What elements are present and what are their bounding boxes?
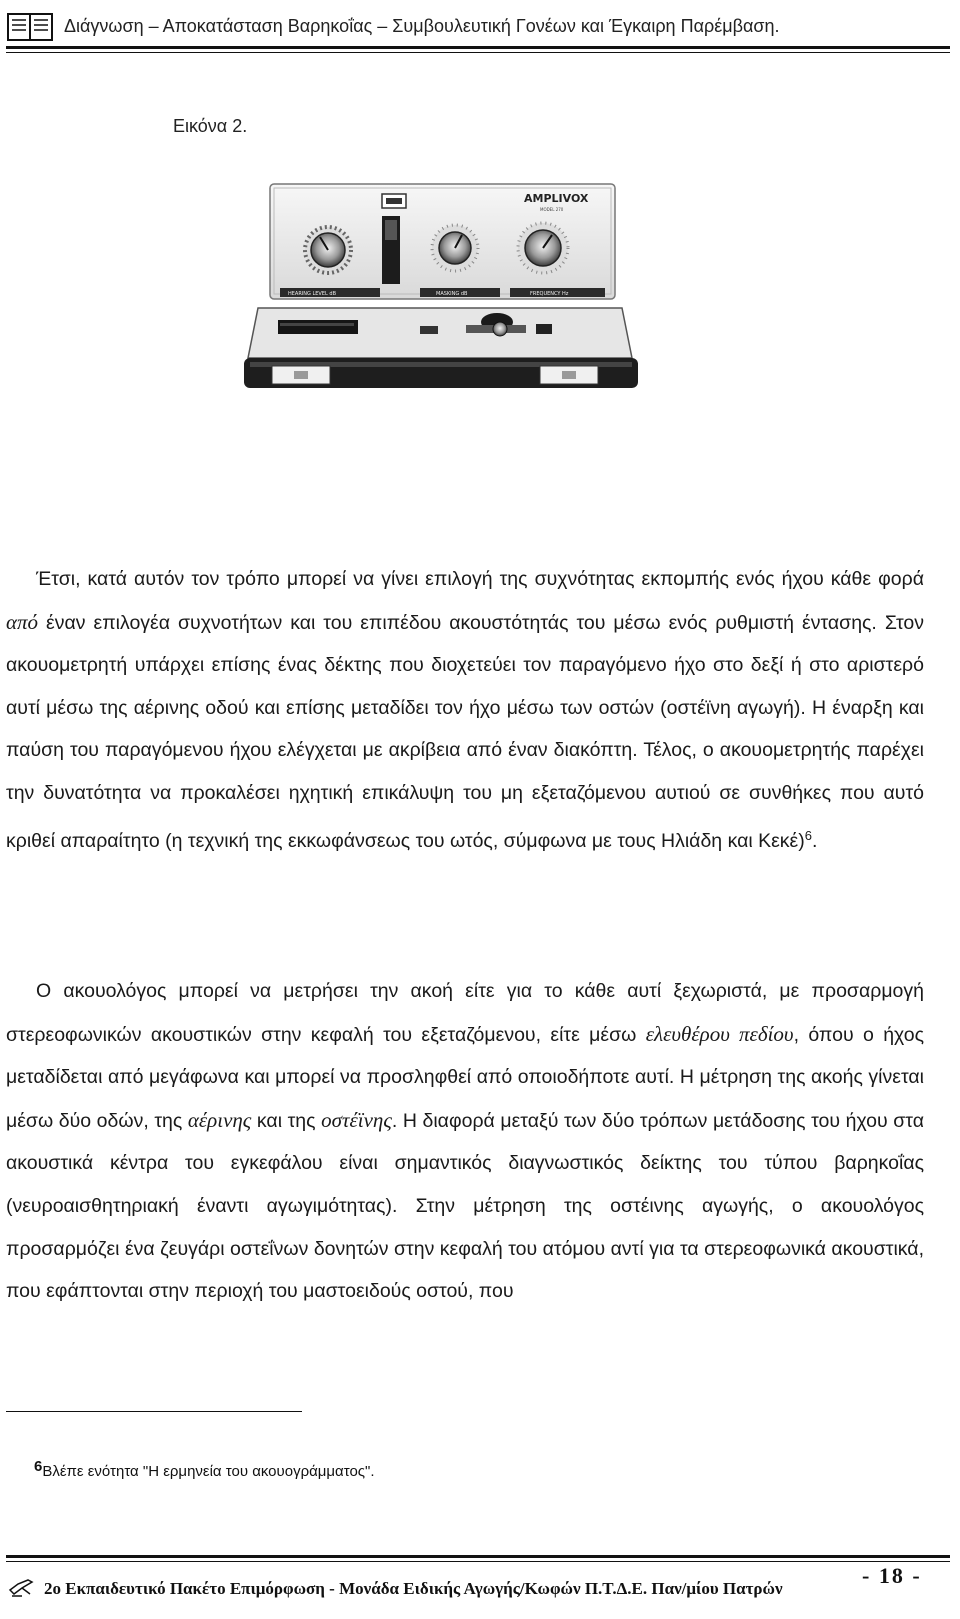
header-rule-thin [6,52,950,53]
p2-text-2: , όπου ο ήχος μεταδίδεται από μεγάφωνα και μπορεί να προσληφθεί από οποιοδήποτε αυτί. Η μέτρηση της ακοής γίνεται μέσω δύο οδών, της [6,1023,924,1132]
paragraph-2 [6,970,924,1313]
audiometer-photo [240,180,640,402]
open-book-icon [6,12,54,42]
page-number: - 18 - [862,1563,922,1588]
page-header [6,6,954,50]
panel-label-frequency: FREQUENCY Hz [530,291,569,297]
footnote-separator [6,1411,302,1412]
p1-text-2: έναν επιλογέα συχνοτήτων και του επιπέδου ακουστότητάς του μέσω ενός ρυθμιστή έντασης. Στον ακουομετρητή υπάρχει επίσης ένας δέκτης που διοχετεύει τον παραγόμενο ήχο στο δεξί ή στο αριστερό αυτί μέσω της αέρινης οδού και επίσης μεταδίδει τον ήχο μέσω των οστών (οστέϊνη αγωγή). Η έναρξη και παύση του παραγόμενου ήχου ελέγχεται με ακρίβεια από έναν διακόπτη. Τέλος, ο ακουομετρητής παρέχει την δυνατότητα να προκαλέσει ηχητική επικάλυψη του μη εξεταζόμενου αυτιού σε συνθήκες που αυτό κριθεί απαραίτητο (η τεχνική της εκκωφάνσεως του ωτός, σύμφωνα με τους Ηλιάδη και Κεκέ) [6,611,924,852]
p2-italic-1: ελευθέρου πεδίου [645,1021,794,1046]
footnote-number: 6 [34,1458,43,1475]
panel-label-masking: MASKING dB [436,291,468,297]
panel-label-hearing: HEARING LEVEL dB [288,291,336,297]
paragraph-1 [6,558,924,862]
footnote-ref[interactable]: 6 [804,827,812,843]
p1-end: . [811,829,818,852]
footer-rule-thick [6,1555,950,1558]
footnote [34,1458,375,1480]
p2-text-1: Ο ακουολόγος μπορεί να μετρήσει την ακοή είτε για το κάθε αυτί ξεχωριστά, με προσαρμογή στερεοφωνικών ακουστικών στην κεφαλή του εξεταζόμενου, είτε μέσω [6,980,924,1046]
model-label: MODEL 270 [540,207,564,212]
header-rule-thick [6,46,950,49]
p2-italic-3: οστέϊνης [321,1107,392,1132]
figure-caption: Εικόνα 2. [173,116,248,136]
p2-text-4: . Η διαφορά μεταξύ των δύο τρόπων μετάδοσης του ήχου στα ακουστικά κέντρα του εγκεφάλου είναι σημαντικός διαγνωστικός δείκτης του τύπου βαρηκοΐας (νευροαισθητηριακή έναντι αγωγιμότητας). Στην μέτρηση της οστέινης αγωγής, ο ακουολόγος προσαρμόζει ένα ζευγάρι οστεΐνων δονητών στην κεφαλή του ατόμου αντί για τα στερεοφωνικά ακουστικά, που εφάπτονται στην περιοχή του μαστοειδούς οστού, που [6,1109,924,1303]
p2-text-3: και της [251,1109,322,1132]
running-title: Διάγνωση – Αποκατάσταση Βαρηκοΐας – Συμβουλευτική Γονέων και Έγκαιρη Παρέμβαση. [64,16,780,36]
brand-label: AMPLIVOX [524,192,589,205]
writing-hand-icon [8,1576,34,1598]
footnote-text: Βλέπε ενότητα "Η ερμηνεία του ακουογράμματος". [42,1463,375,1480]
p1-text-1: Έτσι, κατά αυτόν τον τρόπο μπορεί να γίνει επιλογή της συχνότητας εκπομπής ενός ήχου κάθε φορά [36,568,924,590]
footer-rule-thin [6,1561,950,1562]
p2-italic-2: αέρινης [187,1107,252,1132]
footer-text: 2ο Εκπαιδευτικό Πακέτο Επιμόρφωση - Μονάδα Ειδικής Αγωγής/Κωφών Π.Τ.Δ.Ε. Παν/μίου Πατρών [44,1579,783,1598]
p1-italic: από [6,609,39,634]
